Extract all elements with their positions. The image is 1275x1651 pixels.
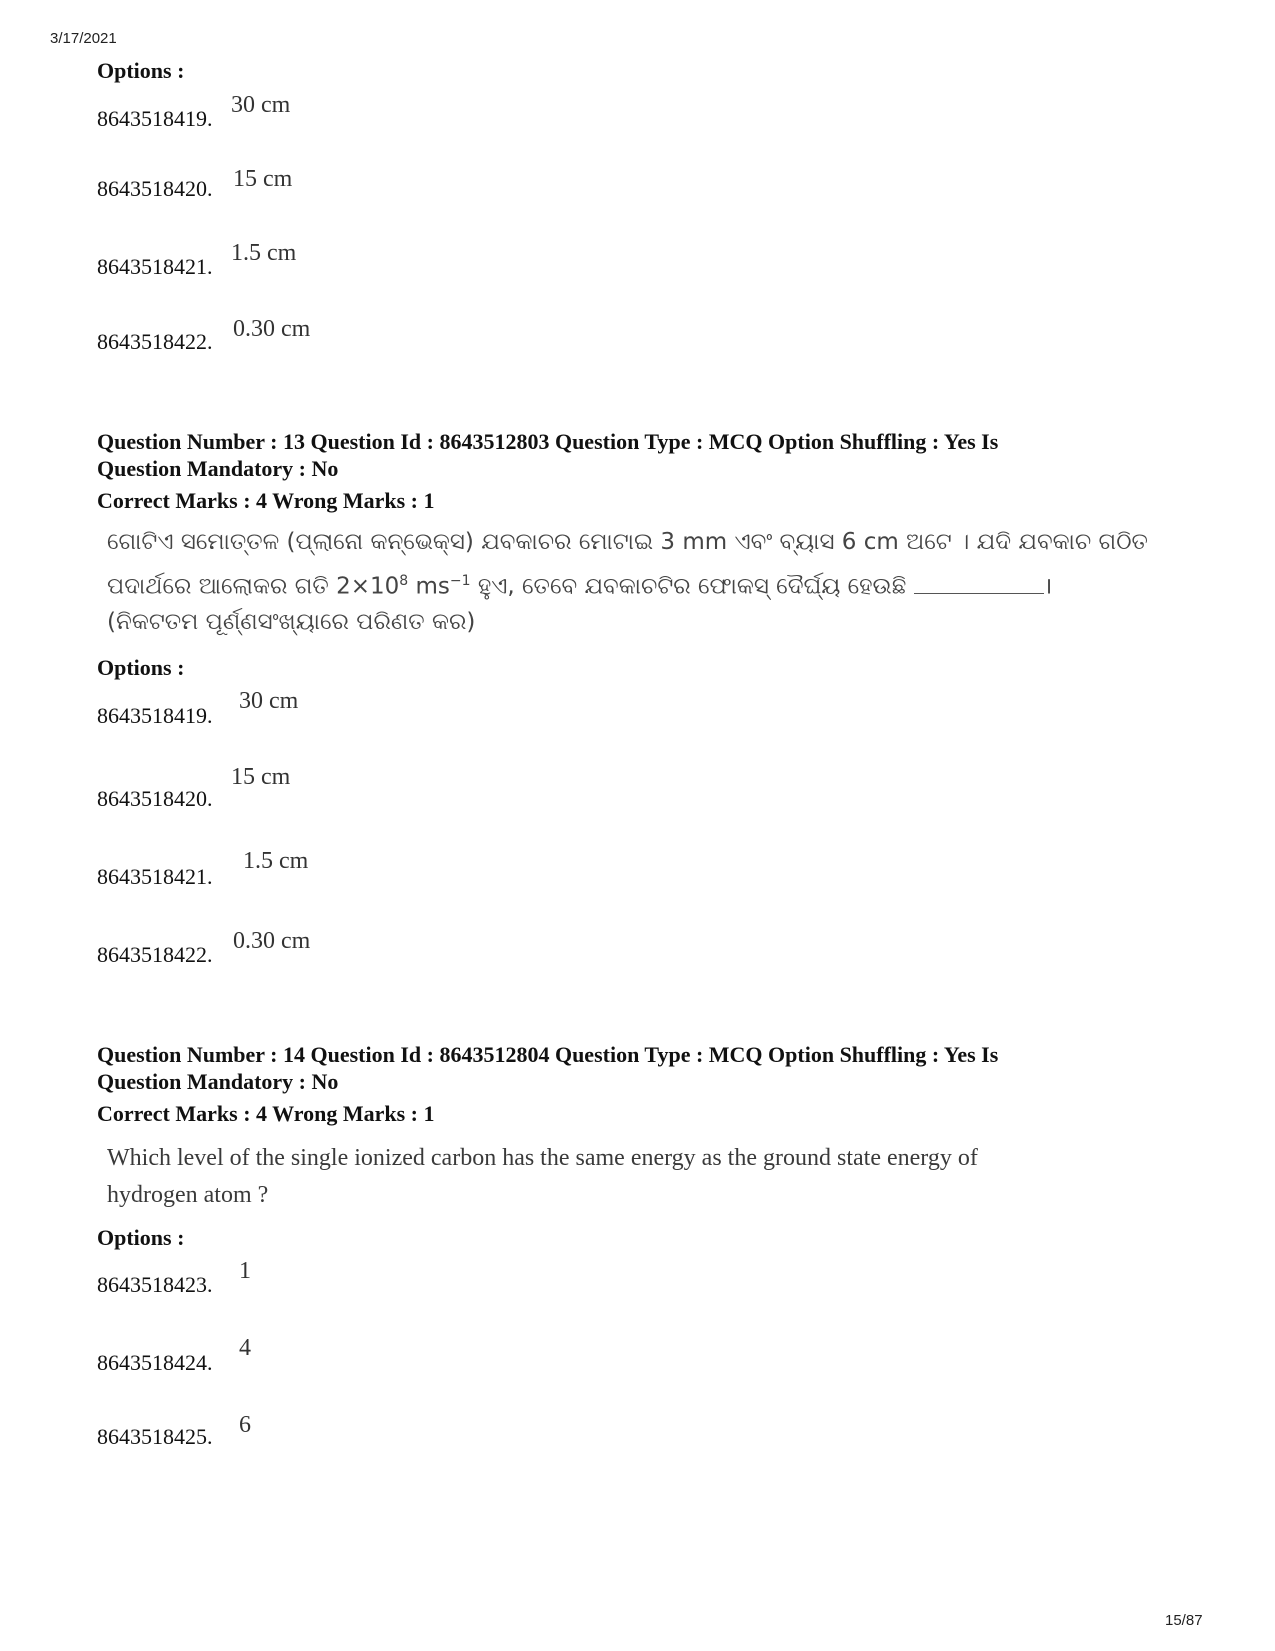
option-id: 8643518424. [97, 1350, 213, 1375]
question-mandatory: Question Mandatory : No [97, 456, 339, 481]
superscript: 8 [399, 573, 409, 589]
answer-blank [914, 571, 1044, 594]
question-meta: Question Number : 14 Question Id : 8643512804 Question Type : MCQ Option Shuffling : Yes Is [97, 1042, 999, 1067]
question-text-part: ହୁଏ, ତେବେ ଯବକାଚଟିର ଫୋକସ୍ ଦୈର୍ଘ୍ୟ ହେଉଛି [470, 573, 907, 600]
superscript: −1 [449, 573, 471, 589]
question-marks: Correct Marks : 4 Wrong Marks : 1 [97, 488, 435, 513]
question-mandatory: Question Mandatory : No [97, 1069, 339, 1094]
options-label: Options : [97, 58, 185, 83]
option-id: 8643518422. [97, 942, 213, 967]
option-id: 8643518419. [97, 106, 213, 131]
option-id: 8643518423. [97, 1272, 213, 1297]
option-value: 15 cm [231, 764, 291, 790]
question-text-line: hydrogen atom ? [107, 1182, 269, 1208]
option-value: 1 [239, 1258, 251, 1284]
option-id: 8643518420. [97, 176, 213, 201]
question-text-end: । [1043, 573, 1053, 600]
option-value: 6 [239, 1412, 251, 1438]
print-date: 3/17/2021 [50, 30, 117, 47]
option-value: 0.30 cm [233, 928, 311, 954]
option-id: 8643518420. [97, 786, 213, 811]
question-text-line: Which level of the single ionized carbon has the same energy as the ground state energy of [107, 1145, 978, 1171]
options-label: Options : [97, 1225, 185, 1250]
question-marks: Correct Marks : 4 Wrong Marks : 1 [97, 1101, 435, 1126]
page-number: 15/87 [1165, 1612, 1203, 1629]
question-meta: Question Number : 13 Question Id : 8643512803 Question Type : MCQ Option Shuffling : Yes Is [97, 429, 999, 454]
question-text-part: ପଦାର୍ଥରେ ଆଲୋକର ଗତି 2×10 [107, 573, 400, 600]
option-value: 1.5 cm [243, 848, 309, 874]
option-id: 8643518421. [97, 254, 213, 279]
option-id: 8643518419. [97, 703, 213, 728]
question-text-line: (ନିକଟତମ ପୂର୍ଣ୍ଣସଂଖ୍ୟାରେ ପରିଣତ କର) [107, 609, 476, 635]
option-value: 15 cm [233, 166, 293, 192]
option-id: 8643518425. [97, 1424, 213, 1449]
option-id: 8643518421. [97, 864, 213, 889]
option-id: 8643518422. [97, 329, 213, 354]
option-value: 0.30 cm [233, 316, 311, 342]
question-text-line: ଗୋଟିଏ ସମୋତ୍ତଳ (ପ୍ଲାନୋ କନ୍ଭେକ୍ସ) ଯବକାଚର ମୋଟାଇ 3 mm ଏବଂ ବ୍ୟାସ 6 cm ଅଟେ । ଯଦି ଯବକାଚ ଗଠିତ [107, 529, 1148, 555]
question-text-line [107, 561, 1187, 607]
option-value: 1.5 cm [231, 240, 297, 266]
options-label: Options : [97, 655, 185, 680]
option-value: 4 [239, 1335, 251, 1361]
question-text-part: ms [408, 573, 450, 600]
option-value: 30 cm [231, 92, 291, 118]
option-value: 30 cm [239, 688, 299, 714]
